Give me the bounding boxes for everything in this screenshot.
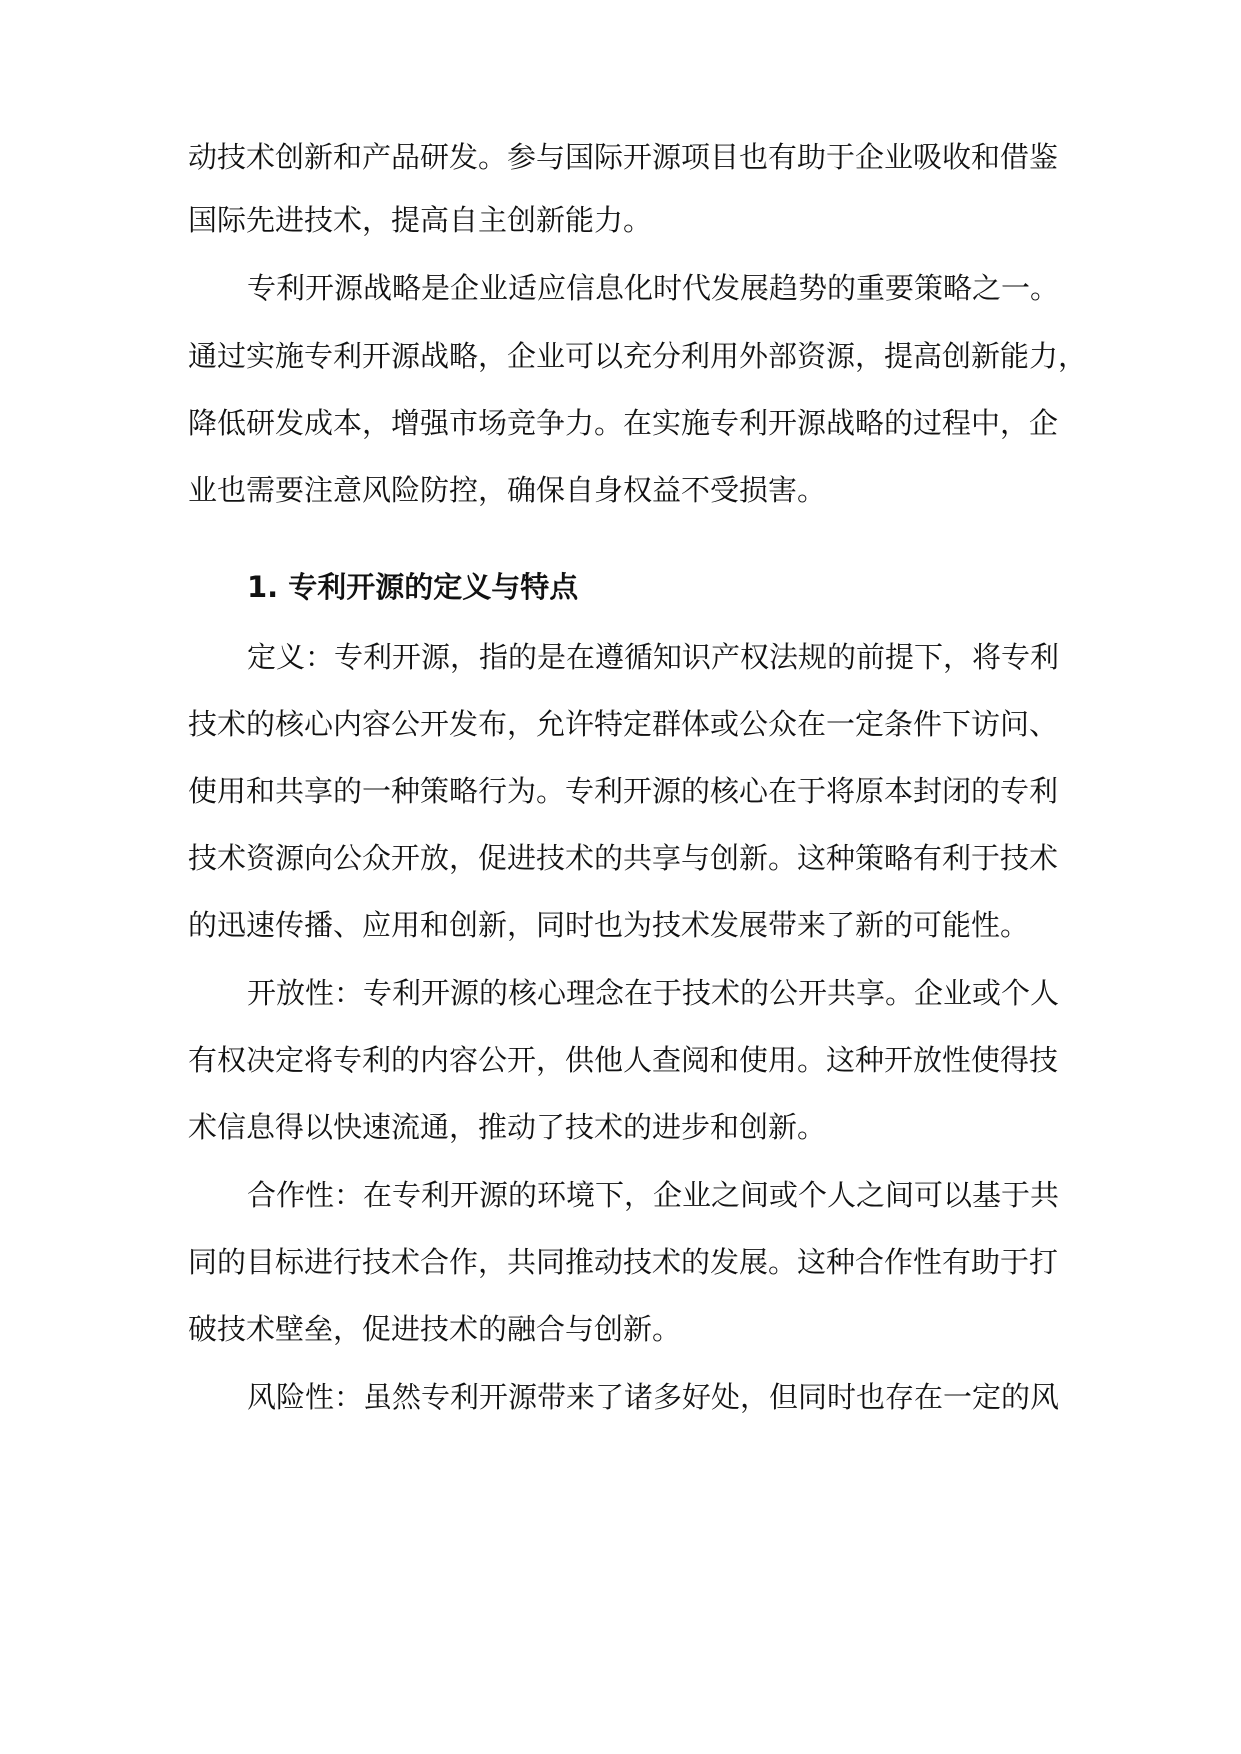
paragraph-line: 技术资源向公众开放，促进技术的共享与创新。这种策略有利于技术 (188, 841, 1059, 875)
paragraph-line: 定义：专利开源，指的是在遵循知识产权法规的前提下，将专利 (247, 640, 1060, 674)
paragraph-line: 破技术壁垒，促进技术的融合与创新。 (188, 1312, 682, 1346)
paragraph-line: 合作性：在专利开源的环境下，企业之间或个人之间可以基于共 (247, 1178, 1060, 1212)
paragraph-line: 专利开源战略是企业适应信息化时代发展趋势的重要策略之一。 (247, 271, 1060, 305)
paragraph-line: 降低研发成本，增强市场竞争力。在实施专利开源战略的过程中，企 (188, 406, 1059, 440)
paragraph-line: 国际先进技术，提高自主创新能力。 (188, 203, 653, 237)
paragraph-line: 业也需要注意风险防控，确保自身权益不受损害。 (188, 473, 827, 507)
paragraph-line: 风险性：虽然专利开源带来了诸多好处，但同时也存在一定的风 (247, 1380, 1060, 1414)
paragraph-line: 使用和共享的一种策略行为。专利开源的核心在于将原本封闭的专利 (188, 774, 1059, 808)
paragraph-line: 同的目标进行技术合作，共同推动技术的发展。这种合作性有助于打 (188, 1245, 1059, 1279)
paragraph-line: 术信息得以快速流通，推动了技术的进步和创新。 (188, 1110, 827, 1144)
paragraph-line: 通过实施专利开源战略，企业可以充分利用外部资源，提高创新能力， (188, 339, 1088, 373)
section-heading: 1. 专利开源的定义与特点 (247, 570, 579, 604)
paragraph-line: 有权决定将专利的内容公开，供他人查阅和使用。这种开放性使得技 (188, 1043, 1059, 1077)
paragraph-line: 动技术创新和产品研发。参与国际开源项目也有助于企业吸收和借鉴 (188, 140, 1059, 174)
paragraph-line: 开放性：专利开源的核心理念在于技术的公开共享。企业或个人 (247, 976, 1060, 1010)
paragraph-line: 技术的核心内容公开发布，允许特定群体或公众在一定条件下访问、 (188, 707, 1059, 741)
paragraph-line: 的迅速传播、应用和创新，同时也为技术发展带来了新的可能性。 (188, 908, 1030, 942)
